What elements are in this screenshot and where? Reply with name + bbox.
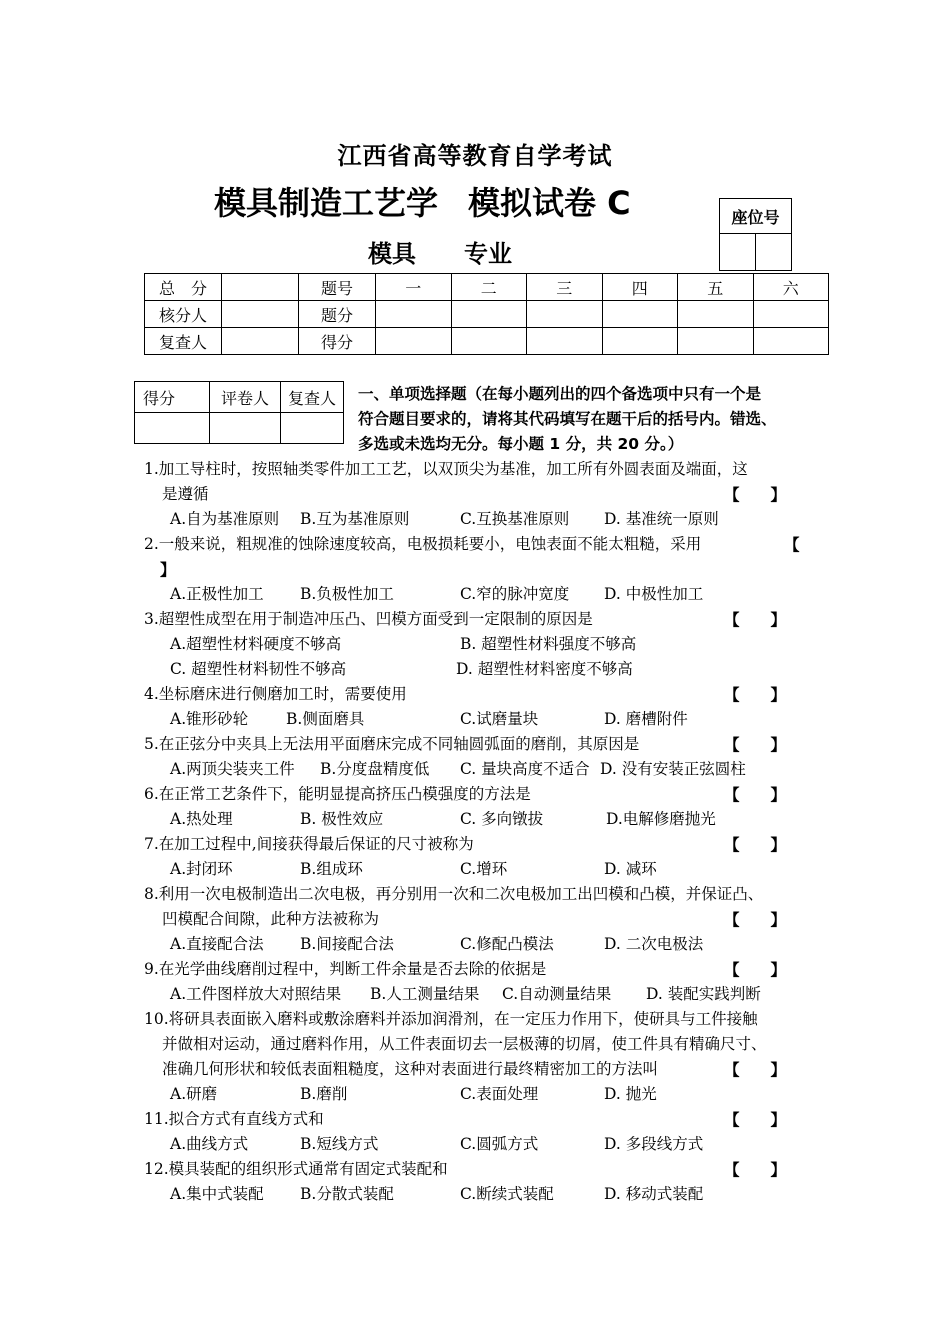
option-d: D. 移动式装配: [604, 1185, 704, 1203]
paper-title: [214, 178, 631, 224]
option-a: A.自为基准原则: [170, 510, 280, 528]
option-a: A.研磨: [170, 1085, 218, 1103]
seat-label: 座位号: [720, 199, 792, 234]
score-table: [144, 273, 829, 355]
score-cell: [376, 328, 452, 355]
grader-score-label: 得分: [135, 382, 210, 413]
question-stem: 8.利用一次电极制造出二次电极，再分别用一次和二次电极加工出凹模和凸模，并保证凸、: [144, 885, 764, 903]
option-b: B.间接配合法: [300, 935, 394, 953]
option-a: A.超塑性材料硬度不够高: [170, 635, 342, 653]
option-d: D. 没有安装正弦圆柱: [600, 760, 746, 778]
score-cell: [602, 328, 678, 355]
major-line: [368, 234, 512, 269]
option-b: B.分散式装配: [300, 1185, 394, 1203]
question-stem: 1.加工导柱时，按照轴类零件加工工艺，以双顶尖为基准，加工所有外圆表面及端面，这: [144, 460, 748, 478]
option-d: D. 二次电极法: [604, 935, 704, 953]
score-cell: [678, 301, 754, 328]
option-c: C.自动测量结果: [502, 985, 612, 1003]
got-score-label: 得分: [299, 328, 376, 355]
answer-bracket[interactable]: 【 】: [724, 910, 787, 929]
instruction-line: 多选或未选均无分。每小题 1 分，共 20 分。）: [358, 435, 684, 453]
seat-cell[interactable]: [755, 234, 791, 271]
section-number: 五: [678, 274, 754, 301]
option-d: D. 磨槽附件: [604, 710, 688, 728]
option-d: D. 基准统一原则: [604, 510, 719, 528]
seat-number-box: [719, 198, 792, 271]
instruction-line: 符合题目要求的，请将其代码填写在题干后的括号内。错选、: [358, 410, 777, 428]
option-c: C. 超塑性材料韧性不够高: [170, 660, 347, 678]
option-b: B. 超塑性材料强度不够高: [460, 635, 637, 653]
section-number: 四: [602, 274, 678, 301]
option-d: D. 装配实践判断: [646, 985, 761, 1003]
option-b: B. 极性效应: [300, 810, 384, 828]
question-stem: 准确几何形状和较低表面粗糙度，这种对表面进行最终精密加工的方法叫: [162, 1060, 659, 1078]
question-stem: 9.在光学曲线磨削过程中，判断工件余量是否去除的依据是: [144, 960, 547, 978]
option-b: B.分度盘精度低: [320, 760, 430, 778]
question-score-label: 题分: [299, 301, 376, 328]
question-stem: 3.超塑性成型在用于制造冲压凸、凹模方面受到一定限制的原因是: [144, 610, 593, 628]
score-cell: [753, 301, 829, 328]
option-d: D. 抛光: [604, 1085, 657, 1103]
option-a: A.集中式装配: [170, 1185, 264, 1203]
option-c: C.修配凸模法: [460, 935, 554, 953]
grader-reviewer-label: 复查人: [281, 382, 344, 413]
grader-marker-label: 评卷人: [210, 382, 281, 413]
option-b: B.磨削: [300, 1085, 348, 1103]
section-number: 二: [451, 274, 527, 301]
question-stem: 7.在加工过程中,间接获得最后保证的尺寸被称为: [144, 835, 474, 853]
option-d: D. 多段线方式: [604, 1135, 704, 1153]
option-b: B.负极性加工: [300, 585, 394, 603]
option-c: C.增环: [460, 860, 508, 878]
option-d: D.电解修磨抛光: [606, 810, 716, 828]
option-a: A.直接配合法: [170, 935, 264, 953]
question-stem: 凹模配合间隙，此种方法被称为: [162, 910, 380, 928]
section-number: 三: [527, 274, 603, 301]
option-a: A.封闭环: [170, 860, 233, 878]
score-cell: [527, 301, 603, 328]
question-stem: 是遵循: [162, 485, 209, 503]
score-cell: [753, 328, 829, 355]
exam-authority-title: 江西省高等教育自学考试: [337, 142, 613, 170]
option-a: A.工件图样放大对照结果: [170, 985, 342, 1003]
answer-bracket-left[interactable]: 【: [784, 535, 800, 554]
major-name: 模具: [368, 240, 416, 268]
option-a: A.热处理: [170, 810, 233, 828]
grader-cell: [135, 413, 210, 444]
grader-cell: [281, 413, 344, 444]
question-stem: 10.将研具表面嵌入磨料或敷涂磨料并添加润滑剂，在一定压力作用下，使研具与工件接触: [144, 1010, 758, 1028]
answer-bracket[interactable]: 【 】: [724, 735, 787, 754]
option-c: C.试磨量块: [460, 710, 539, 728]
answer-bracket[interactable]: 【 】: [724, 785, 787, 804]
option-c: C.互换基准原则: [460, 510, 570, 528]
subject-name: 模具制造工艺学: [214, 184, 439, 222]
exam-name: 模拟试卷 C: [468, 184, 631, 222]
checker-value-cell: [222, 301, 299, 328]
option-b: B.人工测量结果: [370, 985, 480, 1003]
score-cell: [602, 301, 678, 328]
option-b: B.短线方式: [300, 1135, 379, 1153]
score-cell: [527, 328, 603, 355]
option-d: D. 中极性加工: [604, 585, 704, 603]
score-cell: [678, 328, 754, 355]
question-stem: 6.在正常工艺条件下，能明显提高挤压凸模强度的方法是: [144, 785, 531, 803]
section-number: 一: [376, 274, 452, 301]
answer-bracket[interactable]: 【 】: [724, 610, 787, 629]
option-c: C.断续式装配: [460, 1185, 554, 1203]
option-c: C.表面处理: [460, 1085, 539, 1103]
seat-cell[interactable]: [720, 234, 756, 271]
option-c: C. 多向镦拔: [460, 810, 544, 828]
score-cell: [451, 301, 527, 328]
option-b: B.互为基准原则: [300, 510, 410, 528]
reviewer-value-cell: [222, 328, 299, 355]
question-stem: 12.模具装配的组织形式通常有固定式装配和: [144, 1160, 448, 1178]
question-stem: 4.坐标磨床进行侧磨加工时，需要使用: [144, 685, 407, 703]
question-stem: 11.拟合方式有直线方式和: [144, 1110, 324, 1128]
option-c: C. 量块高度不适合: [460, 760, 590, 778]
checker-label: 核分人: [145, 301, 222, 328]
option-a: A.曲线方式: [170, 1135, 249, 1153]
answer-bracket[interactable]: 【 】: [724, 1060, 787, 1079]
option-a: A.正极性加工: [170, 585, 264, 603]
total-value-cell: [222, 274, 299, 301]
question-stem: 并做相对运动，通过磨料作用，从工件表面切去一层极薄的切屑，使工件具有精确尺寸、: [162, 1035, 767, 1053]
section-instructions: [358, 382, 833, 457]
option-d: D. 减环: [604, 860, 657, 878]
option-c: C.窄的脉冲宽度: [460, 585, 570, 603]
answer-bracket[interactable]: 【 】: [724, 960, 787, 979]
option-b: B.侧面磨具: [286, 710, 365, 728]
total-label: 总 分: [145, 274, 222, 301]
option-a: A.两顶尖装夹工件: [170, 760, 295, 778]
question-stem: 5.在正弦分中夹具上无法用平面磨床完成不同轴圆弧面的磨削，其原因是: [144, 735, 640, 753]
question-number-label: 题号: [299, 274, 376, 301]
instruction-line: 一、单项选择题（在每小题列出的四个备选项中只有一个是: [358, 385, 762, 403]
option-b: B.组成环: [300, 860, 363, 878]
option-d: D. 超塑性材料密度不够高: [456, 660, 633, 678]
section-number: 六: [753, 274, 829, 301]
option-a: A.锥形砂轮: [170, 710, 249, 728]
answer-bracket-right[interactable]: 】: [160, 560, 176, 579]
major-label: 专业: [464, 240, 512, 268]
score-cell: [451, 328, 527, 355]
answer-bracket[interactable]: 【 】: [724, 1110, 787, 1129]
answer-bracket[interactable]: 【 】: [724, 685, 787, 704]
question-stem: 2.一般来说，粗规准的蚀除速度较高，电极损耗要小，电蚀表面不能太粗糙，采用: [144, 535, 702, 553]
score-cell: [376, 301, 452, 328]
grader-cell: [210, 413, 281, 444]
option-c: C.圆弧方式: [460, 1135, 539, 1153]
answer-bracket[interactable]: 【 】: [724, 485, 787, 504]
reviewer-label: 复查人: [145, 328, 222, 355]
answer-bracket[interactable]: 【 】: [724, 1160, 787, 1179]
answer-bracket[interactable]: 【 】: [724, 835, 787, 854]
grader-box: [134, 381, 344, 444]
